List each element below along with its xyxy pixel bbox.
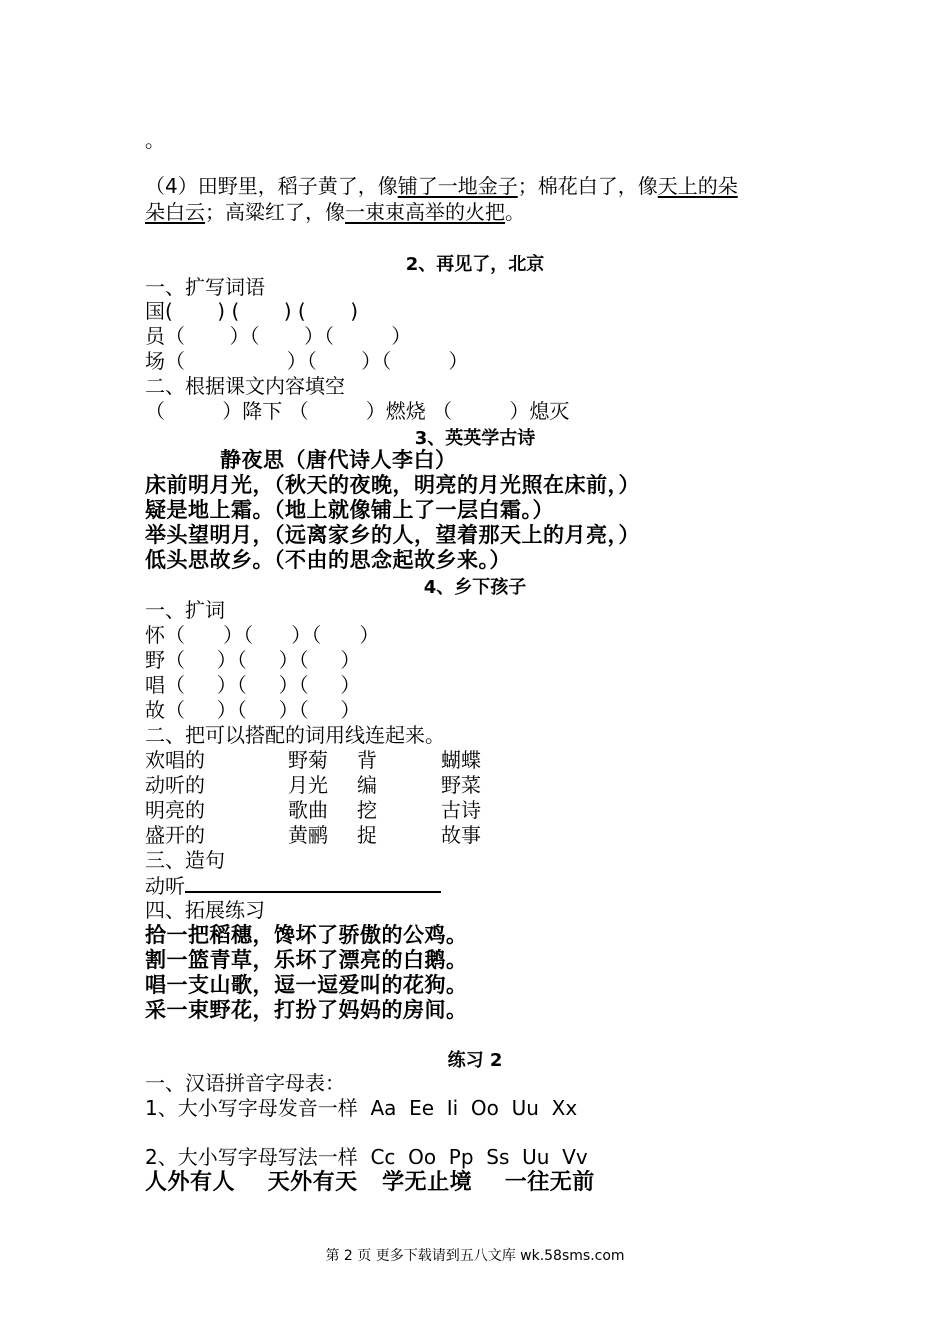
practice-title: 练习 2 bbox=[447, 1050, 503, 1071]
match-cell: 盛开的 bbox=[145, 823, 205, 847]
poem-line-3: 举头望明月，（远离家乡的人，望着那天上的月亮，） bbox=[145, 523, 640, 547]
sec2-row-2: 员（ ）（ ）（ ） bbox=[145, 324, 412, 348]
idiom-line: 人外有人 天外有天 学无止境 一往无前 bbox=[145, 1170, 595, 1195]
match-cell: 野菊 bbox=[288, 748, 328, 772]
item4-underline-3: 一束束高举的火把 bbox=[345, 200, 505, 224]
match-cell: 月光 bbox=[288, 773, 328, 797]
item4-text: （4）田野里，稻子黄了，像 bbox=[145, 174, 398, 198]
match-cell: 古诗 bbox=[441, 798, 481, 822]
sec4-row-4: 故（ ）（ ）（ ） bbox=[145, 698, 361, 722]
match-cell: 编 bbox=[357, 773, 377, 797]
section-title-4: 4、乡下孩子 bbox=[423, 577, 527, 598]
item4-line1 bbox=[145, 174, 738, 198]
match-cell: 黄鹂 bbox=[288, 823, 328, 847]
sec4-row-2: 野（ ）（ ）（ ） bbox=[145, 648, 361, 672]
extension-line-4: 采一束野花，打扮了妈妈的房间。 bbox=[145, 998, 468, 1022]
sec4-row-1: 怀（ ）（ ）（ ） bbox=[145, 623, 380, 647]
poem-line-2: 疑是地上霜。（地上就像铺上了一层白霜。） bbox=[145, 498, 554, 522]
item4-underline-1: 铺了一地金子 bbox=[397, 174, 518, 198]
sec4-heading-1: 一、扩词 bbox=[145, 598, 225, 622]
match-cell: 故事 bbox=[441, 823, 481, 847]
item4-text: ；高粱红了，像 bbox=[205, 200, 345, 224]
match-cell: 背 bbox=[357, 748, 377, 772]
sec2-row-1: 国( ) ( ) ( ) bbox=[145, 299, 359, 323]
sec2-row-4: （ ）降下 （ ）燃烧 （ ）熄灭 bbox=[145, 399, 570, 423]
item4-line2 bbox=[145, 200, 525, 224]
sec2-heading-1: 一、扩写词语 bbox=[145, 275, 265, 299]
match-cell: 挖 bbox=[357, 798, 377, 822]
extension-line-1: 拾一把稻穗，馋坏了骄傲的公鸡。 bbox=[145, 923, 468, 947]
sec4-heading-2: 二、把可以搭配的词用线连起来。 bbox=[145, 723, 445, 747]
sentence-word: 动听 bbox=[145, 874, 185, 898]
pinyin-line-1: 1、大小写字母发音一样 Aa Ee Ii Oo Uu Xx bbox=[145, 1096, 578, 1120]
pinyin-line-2: 2、大小写字母写法一样 Cc Oo Pp Ss Uu Vv bbox=[145, 1145, 588, 1169]
practice-heading: 一、汉语拼音字母表： bbox=[145, 1071, 345, 1095]
match-cell: 野菜 bbox=[441, 773, 481, 797]
extension-line-3: 唱一支山歌，逗一逗爱叫的花狗。 bbox=[145, 973, 468, 997]
sentence-blank bbox=[185, 873, 441, 893]
sec2-heading-2: 二、根据课文内容填空 bbox=[145, 374, 345, 398]
sec2-row-3: 场（ ）（ ）（ ） bbox=[145, 349, 469, 373]
item4-text: 。 bbox=[505, 200, 525, 224]
section-title-2: 2、再见了，北京 bbox=[405, 254, 545, 275]
sentence-row bbox=[145, 873, 441, 898]
poem-line-1: 床前明月光，（秋天的夜晚，明亮的月光照在床前，） bbox=[145, 473, 640, 497]
item4-underline-2b: 朵白云 bbox=[145, 200, 205, 224]
match-cell: 欢唱的 bbox=[145, 748, 205, 772]
trailing-punctuation: 。 bbox=[145, 128, 165, 152]
sec4-row-3: 唱（ ）（ ）（ ） bbox=[145, 673, 361, 697]
page-footer: 第 2 页 更多下载请到五八文库 wk.58sms.com bbox=[325, 1248, 625, 1264]
item4-text: ；棉花白了，像 bbox=[517, 174, 658, 198]
match-cell: 明亮的 bbox=[145, 798, 205, 822]
match-cell: 蝴蝶 bbox=[441, 748, 481, 772]
match-cell: 动听的 bbox=[145, 773, 205, 797]
extension-line-2: 割一篮青草，乐坏了漂亮的白鹅。 bbox=[145, 948, 468, 972]
sec4-heading-4: 四、拓展练习 bbox=[145, 898, 265, 922]
sec4-heading-3: 三、造句 bbox=[145, 848, 225, 872]
poem-title: 静夜思（唐代诗人李白） bbox=[220, 448, 457, 472]
match-cell: 歌曲 bbox=[288, 798, 328, 822]
poem-line-4: 低头思故乡。（不由的思念起故乡来。） bbox=[145, 548, 511, 572]
item4-underline-2a: 天上的朵 bbox=[657, 174, 738, 198]
match-cell: 捉 bbox=[357, 823, 377, 847]
section-title-3: 3、英英学古诗 bbox=[414, 428, 536, 449]
